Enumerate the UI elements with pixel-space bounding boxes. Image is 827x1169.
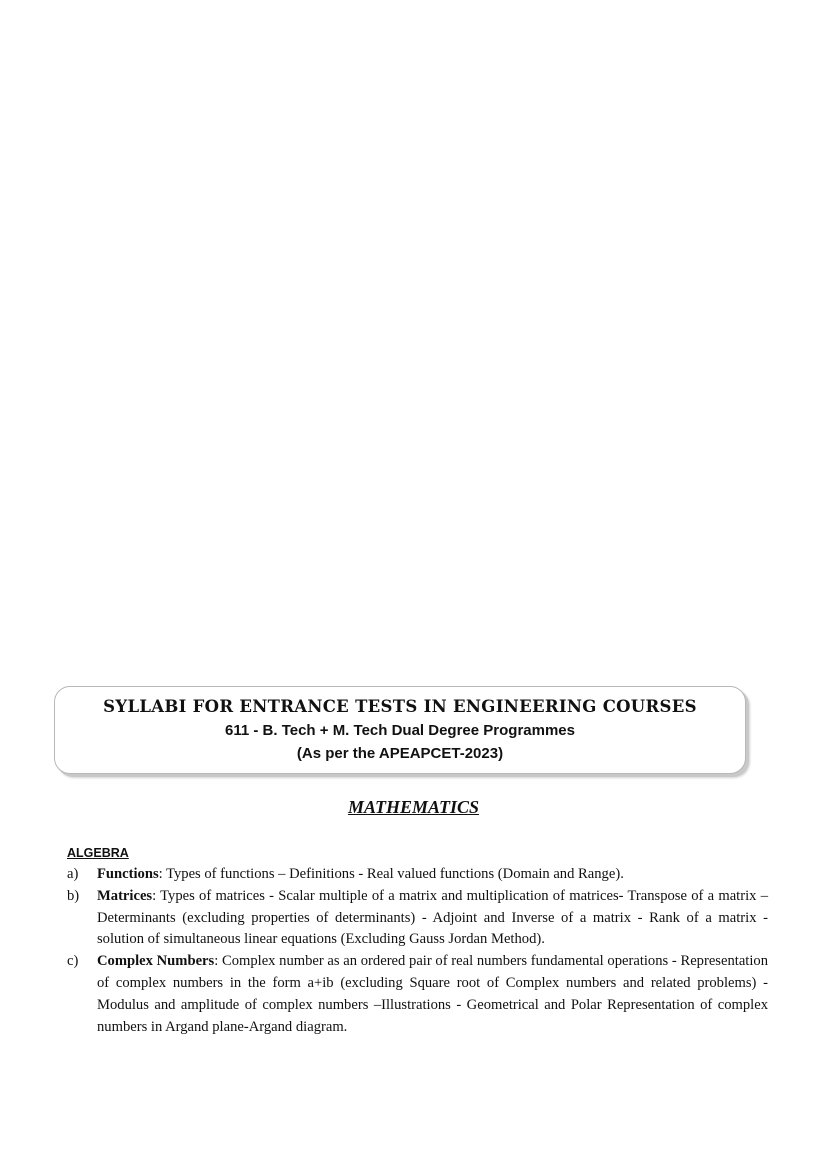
- topic-marker: b): [67, 887, 80, 904]
- topic-functions: [67, 864, 768, 886]
- topic-name: Complex Numbers: [97, 953, 215, 970]
- topic-marker: c): [67, 953, 79, 970]
- topic-marker: a): [67, 866, 79, 882]
- programme-title: 611 - B. Tech + M. Tech Dual Degree Programmes: [225, 722, 575, 739]
- document-title: SYLLABI FOR ENTRANCE TESTS IN ENGINEERING COURSES: [103, 697, 697, 716]
- exam-reference: (As per the APEAPCET-2023): [296, 745, 504, 762]
- title-box: [54, 686, 746, 774]
- topic-description: : Types of matrices - Scalar multiple of a matrix and multiplication of matrices- Transpose of a matrix – Determinants (excluding properties of determinants) - Adjoint and Inverse of a matrix - Rank of a matrix - solution of simultaneous linear equations (Excluding Gauss Jordan Method).: [97, 887, 768, 948]
- topic-list: [67, 864, 768, 1038]
- subject-heading: MATHEMATICS: [347, 797, 480, 817]
- topic-name: Matrices: [97, 887, 153, 904]
- topic-matrices: [67, 886, 768, 951]
- topic-name: Functions: [97, 866, 159, 882]
- topic-description: : Complex number as an ordered pair of real numbers fundamental operations - Representation of complex numbers in the form a+ib (excluding Square root of Complex numbers and related problems) - Modulus and amplitude of complex numbers –Illustrations - Geometrical and Polar Representation of complex numbers in Argand plane-Argand diagram.: [97, 953, 768, 1035]
- topic-complex-numbers: [67, 951, 768, 1038]
- section-heading: ALGEBRA: [67, 846, 129, 860]
- topic-description: : Types of functions – Definitions - Real valued functions (Domain and Range).: [158, 866, 624, 882]
